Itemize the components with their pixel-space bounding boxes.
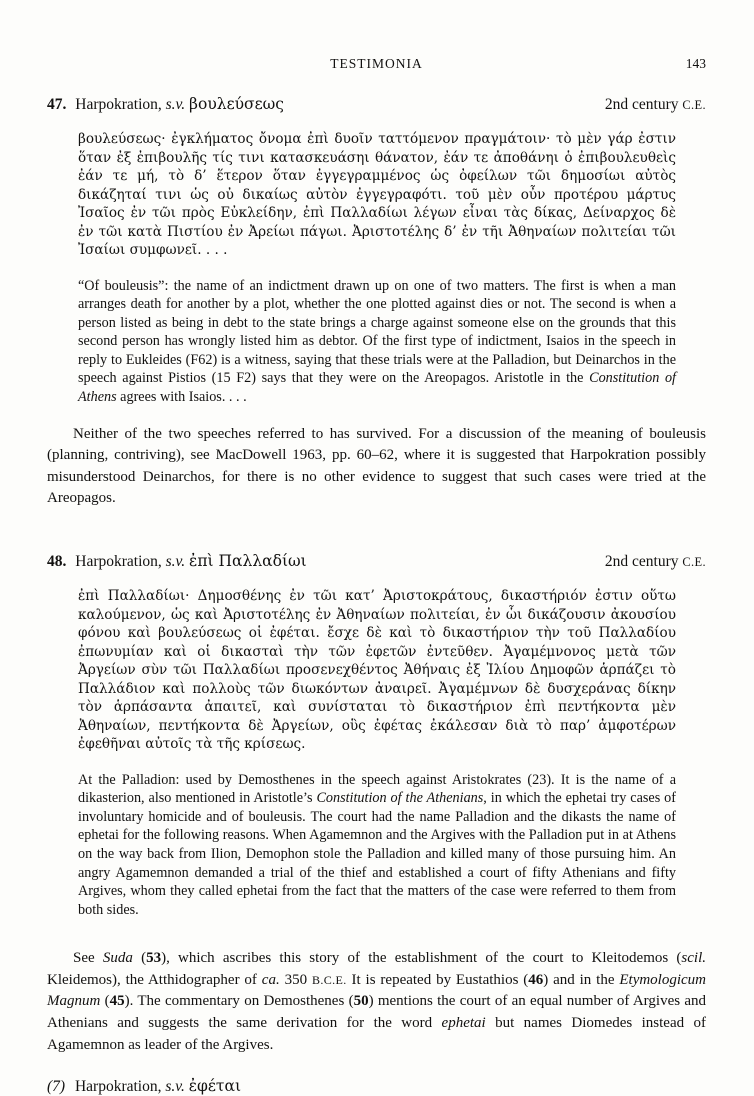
entry-date: 2nd century [604,96,683,113]
page-number: 143 [685,56,706,71]
sv-abbreviation: s.v. [165,1078,185,1096]
sv-abbreviation: s.v. [165,553,186,571]
entry-era: C.E. [682,555,706,570]
entry-47-greek-text: βουλεύσεως· ἐγκλήματος ὄνομα ἐπὶ δυοῖν ταττόμενον πραγμάτοιν· τὸ μὲν γάρ ἐστιν ὅταν ἐξ ἐπιβουλῆς τίς τινι κατασκευάσηι θάνατον, ἐάν τε ἀποθάνηι ὁ ἐπιβουλευθεὶς ἐάν τε μή, τὸ δ’ ἕτερον ὅταν ἐγγεγραμμένος ὡς ὀφείλων τῶι δημοσίωι αὐτὸς δικάζηταί τινι ὡς οὐ δικαίως αὐτὸν ἐγγεγραφότι. τοῦ μὲν οὖν προτέρου μάρτυς Ἰσαῖος ἐν τῶι πρὸς Εὐκλείδην, ἐπὶ Παλλαδίωι λέγων εἶναι τὰς δίκας, Δείναρχος δὲ ἐν τῶι κατὰ Πιστίου ἐν Ἀρείωι πάγωι. Ἀριστοτέλης δ’ ἐν τῆι Ἀθηναίων πολιτείαι τῶι Ἰσαίωι συμφωνεῖ. . . . [78,131,676,258]
entry-source: Harpokration, [75,96,162,113]
entry-source: Harpokration, [75,553,162,571]
entry-48-title [47,552,307,571]
running-head [47,56,706,72]
entry-number: (7) [47,1078,66,1096]
entry-lemma: ἐπὶ Παλλαδίωι [189,552,307,571]
entry-48-heading [47,552,706,571]
entry-7-heading [47,1077,706,1096]
entry-number: 47. [47,96,67,113]
entry-47-commentary: Neither of the two speeches referred to has survived. For a discussion of the meaning of bouleusis (planning, contriving), see MacDowell 1963, pp. 60–62, where it is suggested that Harpokration possibly misunderstood Deinarchos, for there is no other evidence to suggest that such cases were tried at the Areopagos. [47,425,706,507]
entry-date: 2nd century [604,553,683,571]
entry-47-translation: “Of bouleusis”: the name of an indictment drawn up on one of two matters. The first is when a man arranges death for another by a plot, whether the one plotted against dies or not. The second is when a person listed as being in debt to the state brings a charge against someone else on the grounds that this second person has wrongly listed him as debtor. Of the first type of indictment, Isaios in the speech in reply to Eukleides (F62) is a witness, saying that these trials were at the Palladion, but Deinarchos in the speech against Pistios (15 F2) says that they were on the Areopagos. Aristotle in the Constitution of Athens agrees with Isaios. . . . [78,277,677,406]
entry-source: Harpokration, [74,1078,162,1096]
entry-48-commentary: See Suda (53), which ascribes this story of the establishment of the court to Kleitodemos (scil. Kleidemos), the Atthidographer of ca. 350 B.C.E. It is repeated by Eustathios (46) and in the Etymologicum Magnum (45). The commentary on Demosthenes (50) mentions the court of an equal number of Argives and Athenians and suggests the same derivation for the word ephetai but names Diomedes instead of Agamemnon as leader of the Argives. [47,950,707,1053]
entry-48-translation: At the Palladion: used by Demosthenes in the speech against Aristokrates (23). It is the name of a dikasterion, also mentioned in Aristotle’s Constitution of the Athenians, in which the ephetai try cases of involuntary homicide and of bouleusis. The court had the name Palladion and the dikasts the name of ephetai for the following reasons. When Agamemnon and the Argives with the Palladion put in at Athens on the way back from Ilion, Demophon stole the Palladion and killed many of those pursuing him. An angry Agamemnon demanded a trial of the thief and established a court of fifty Athenians and fifty Argives, whom they called ephetai from the fact that the matters of the case were referred to them from both sides. [78,771,676,918]
entry-47-date [605,96,706,114]
entry-48-date [605,553,706,571]
entry-47-title [47,95,284,114]
entry-47-heading [47,95,706,114]
running-head-title: TESTIMONIA [330,56,423,71]
entry-number: 48. [47,553,67,571]
sv-abbreviation: s.v. [165,96,186,113]
entry-48-greek-text: ἐπὶ Παλλαδίωι· Δημοσθένης ἐν τῶι κατ’ Ἀριστοκράτους, δικαστήριόν ἐστιν οὕτω καλούμενον, ὡς καὶ Ἀριστοτέλης ἐν Ἀθηναίων πολιτείαι, ἐν ὧι δικάζουσιν ἀκουσίου φόνου καὶ βουλεύσεως οἱ ἐφέται. ἔσχε δὲ καὶ τὸ δικαστήριον τὴν τοῦ Παλλαδίου ἐπωνυμίαν καὶ οἱ δικασταὶ τὴν τῶν ἐφετῶν ἐντεῦθεν. Ἀγαμέμνονος μετὰ τῶν Ἀργείων σὺν τῶι Παλλαδίωι προσενεχθέντος Ἀθήναις ἐξ Ἰλίου Δημοφῶν ἁρπάζει τὸ Παλλάδιον καὶ πολλοὺς τῶν διωκόντων ἀναιρεῖ. Ἀγαμέμνων δὲ δυσχεράνας δίκην τὸν ἁρπάσαντα ἀπαιτεῖ, καὶ συνίσταται τὸ δικαστήριον ἐπὶ πεντήκοντα μὲν Ἀθηναίων, πεντήκοντα δὲ Ἀργείων, οὓς ἐφέτας ἐκάλεσαν διὰ τὸ παρ’ ἀμφοτέρων ἐφεθῆναι αὐτοῖς τὰ τῆς κρίσεως. [78,588,676,753]
entry-era: C.E. [682,98,706,112]
entry-lemma: ἐφέται [188,1077,242,1096]
entry-lemma: βουλεύσεως [189,95,284,113]
